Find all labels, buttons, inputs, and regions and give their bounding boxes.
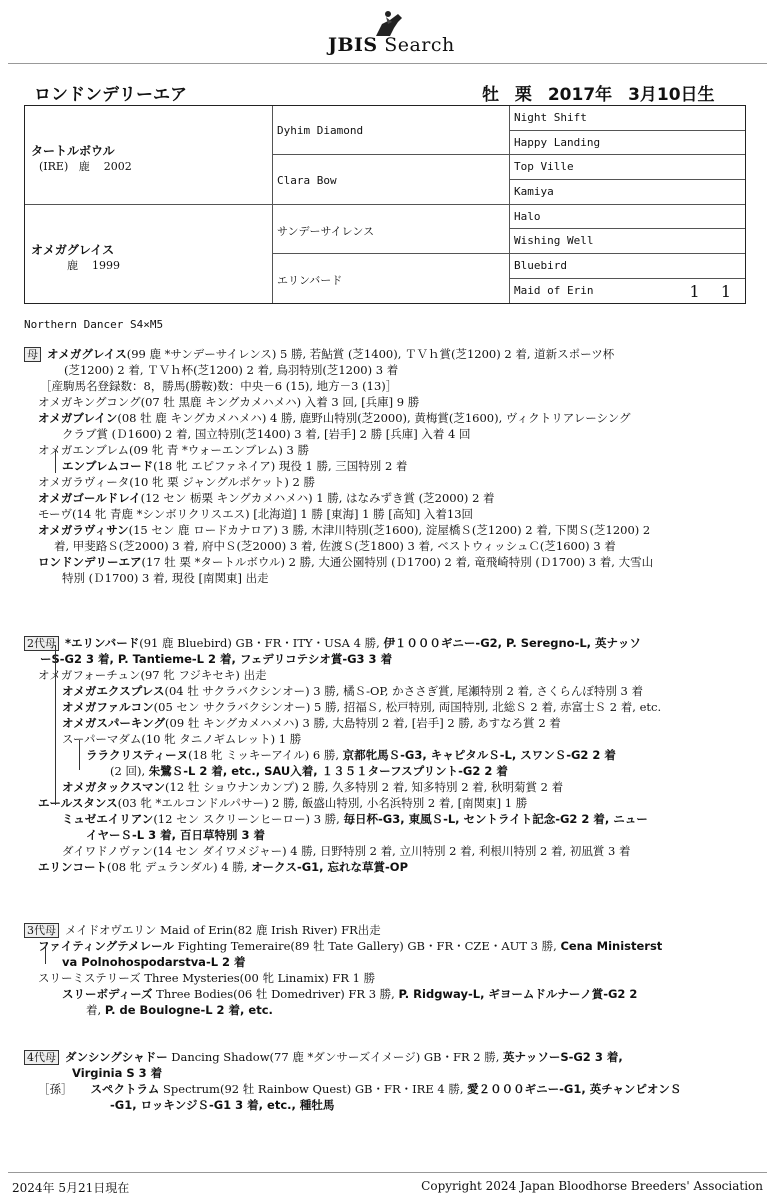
record-text: モーヴ(14 牝 青鹿 *シンボリクリスエス) [北海道] 1 勝 [東海] 1 勝 [高知] 入着13回: [38, 507, 474, 521]
generation-tag: 2代母: [24, 636, 59, 651]
dam-info: 鹿 1999: [39, 259, 120, 272]
pedigree-line: [62, 811, 648, 827]
stakes-record: va Polnohospodarstva-L 2 着: [62, 955, 246, 969]
sire-info: (IRE) 鹿 2002: [39, 160, 132, 173]
record-text: (99 鹿 *サンデーサイレンス) 5 勝, 若鮎賞 (芝1400), ＴＶｈ賞(芝1200) 2 着, 道新スポーツ杯: [126, 347, 615, 361]
pedigree-line: [62, 954, 246, 970]
record-text: (18 牝 エピファネイア) 現役 1 勝, 三国特別 2 着: [153, 459, 408, 473]
pedigree-gen2-cell: [273, 106, 510, 155]
pedigree-line: [38, 490, 495, 506]
pedigree-line: [62, 426, 471, 442]
record-text: オメガラヴィータ(10 牝 栗 ジャングルポケット) 2 勝: [38, 475, 316, 489]
stakes-record: 毎日杯-G3, 東風Ｓ-L, セントライト記念-G2 2 着, ニュー: [343, 812, 648, 826]
pedigree-line: [86, 747, 616, 763]
stakes-record: Virginia S 3 着: [72, 1066, 163, 1080]
pedigree-line: [62, 570, 269, 586]
horse-link[interactable]: エリンコート: [38, 860, 107, 874]
stakes-record: Cena Ministerst: [560, 939, 663, 953]
pedigree-gen3-cell: [510, 155, 745, 180]
as-of-date: 2024年 5月21日現在: [12, 1181, 130, 1195]
pedigree-line: [38, 859, 408, 875]
gen3-name[interactable]: Top Ville: [514, 160, 574, 173]
gen3-name[interactable]: Bluebird: [514, 259, 567, 272]
stakes-record: 伊１０００ギニー-G2, P. Seregno-L, 英ナッソ: [383, 636, 641, 650]
family-bar: [45, 946, 46, 964]
pedigree-line: [110, 763, 508, 779]
pedigree-line: [38, 522, 650, 538]
horse-link[interactable]: オメガエクスプレス: [62, 684, 165, 698]
pedigree-gen3-cell: [510, 229, 745, 254]
horse-link[interactable]: スペクトラム: [90, 1082, 160, 1096]
record-text: (芝1200) 2 着, ＴＶｈ杯(芝1200) 2 着, 鳥羽特別(芝1200) 3 着: [64, 363, 399, 377]
pedigree-gen2-cell: [273, 254, 510, 303]
record-text: クラブ賞 (Ｄ1600) 2 着, 国立特別(芝1400) 3 着, [岩手] 2 勝 [兵庫] 入着 4 回: [62, 427, 471, 441]
record-text: オメガエンブレム(09 牝 青 *ウォーエンブレム) 3 勝: [38, 443, 310, 457]
record-text: スーパーマダム(10 牝 タニノギムレット) 1 勝: [62, 732, 302, 746]
pedigree-line: [38, 938, 662, 954]
record-text: (03 牝 *エルコンドルパサー) 2 勝, 飯盛山特別, 小名浜特別 2 着, [南関東] 1 勝: [117, 796, 528, 810]
pedigree-line: [86, 827, 265, 843]
stakes-record: P. Ridgway-L, ギヨームドルナーノ賞-G2 2: [398, 987, 638, 1001]
gen3-name[interactable]: Happy Landing: [514, 136, 601, 149]
pedigree-line: [72, 1065, 162, 1081]
stakes-record: P. de Boulogne-L 2 着, etc.: [104, 1003, 273, 1017]
record-text: ［産駒馬名登録数：8，勝馬(勝鞍)数：中央－6 (15), 地方－3 (13)］: [40, 379, 398, 393]
stakes-record: 朱鷺Ｓ-L 2 着, etc., SAU入着, １３５１ターフスプリント-G2 2 着: [148, 764, 508, 778]
record-text: 特別 (Ｄ1700) 3 着, 現役 [南関東] 出走: [62, 571, 269, 585]
header-rule: [8, 63, 767, 64]
horse-link[interactable]: ミュゼエイリアン: [62, 812, 154, 826]
pedigree-line: [62, 715, 561, 731]
record-text: (12 セン スクリーンヒーロー) 3 勝,: [153, 812, 344, 826]
pedigree-line: [38, 1081, 681, 1097]
pedigree-line: [24, 635, 641, 651]
gen2-name[interactable]: Dyhim Diamond: [277, 124, 364, 137]
stakes-record: イヤーＳ-L 3 着, 百日草特別 3 着: [86, 828, 265, 842]
pedigree-line: [24, 346, 614, 362]
gen3-name[interactable]: Maid of Erin: [514, 284, 594, 297]
horse-link[interactable]: オメガブレイン: [38, 411, 118, 425]
pedigree-line: [40, 651, 392, 667]
pedigree-gen3-cell: [510, 106, 745, 131]
record-text: (08 牡 鹿 キングカメハメハ) 4 勝, 鹿野山特別(芝2000), 黄梅賞(芝1600), ヴィクトリアレーシング: [117, 411, 631, 425]
horse-link[interactable]: ファイティングテメレール: [38, 939, 174, 953]
generation-tag: 3代母: [24, 923, 59, 938]
pedigree-line: [38, 795, 527, 811]
record-text: 着,: [86, 1003, 105, 1017]
record-text: (04 牡 サクラバクシンオー) 3 勝, 橘Ｓ-OP, かささぎ賞, 尾瀬特別 2 着, さくらんぼ特別 3 着: [164, 684, 643, 698]
horse-link[interactable]: オメガスパーキング: [62, 716, 166, 730]
record-text: (91 鹿 Bluebird) GB・FR・ITY・USA 4 勝,: [139, 636, 384, 650]
pedigree-gen3-cell: [510, 180, 745, 205]
record-text: (08 牝 デュランダル) 4 勝,: [107, 860, 252, 874]
gen2-name[interactable]: サンデーサイレンス: [277, 225, 375, 238]
horse-link[interactable]: エールスタンス: [38, 796, 118, 810]
logo-text: JBIS Search: [328, 34, 455, 56]
pedigree-line: [38, 442, 309, 458]
pedigree-gen2-cell: [273, 155, 510, 205]
pedigree-gen3-cell: [510, 254, 745, 279]
horse-link[interactable]: オメガゴールドレイ: [38, 491, 141, 505]
pedigree-dam-cell: [25, 205, 273, 303]
stakes-record: オークス-G1, 忘れな草賞-OP: [251, 860, 409, 874]
generation-tag: 4代母: [24, 1050, 59, 1065]
record-text: Fighting Temeraire(89 牡 Tate Gallery) GB・FR・CZE・AUT 3 勝,: [173, 939, 561, 953]
pedigree-line: [64, 362, 398, 378]
generation-tag: 母: [24, 347, 41, 362]
horse-link[interactable]: オメガラヴィサン: [38, 523, 129, 537]
pedigree-table: [24, 105, 746, 304]
record-text: (18 牝 ミッキーアイル) 6 勝,: [188, 748, 343, 762]
pedigree-line: [62, 683, 643, 699]
pedigree-line: [24, 922, 381, 938]
horse-link[interactable]: ロンドンデリーエア: [38, 555, 142, 569]
footer-rule: [8, 1172, 767, 1173]
horse-link[interactable]: オメガタックスマン: [62, 780, 166, 794]
pedigree-line: [62, 779, 563, 795]
record-text: Three Bodies(06 牡 Domedriver) FR 3 勝,: [152, 987, 399, 1001]
horse-link[interactable]: ダンシングシャドー: [65, 1050, 168, 1064]
horse-link[interactable]: スリーボディーズ: [62, 987, 153, 1001]
record-text: 着, 甲斐路Ｓ(芝2000) 3 着, 府中Ｓ(芝2000) 3 着, 佐渡Ｓ(芝1800) 3 着, ベストウィッシュＣ(芝1600) 3 着: [54, 539, 616, 553]
horse-info: 牡 栗 2017年 3月10日生: [482, 85, 715, 105]
pedigree-line: [38, 667, 267, 683]
record-text: (15 セン 鹿 ロードカナロア) 3 勝, 木津川特別(芝1600), 淀屋橋Ｓ(芝1200) 2 着, 下関Ｓ(芝1200) 2: [128, 523, 651, 537]
gen2-name[interactable]: Clara Bow: [277, 174, 337, 187]
inbreed-marker: 1 1: [689, 282, 739, 301]
stakes-record: ーS-G2 3 着, P. Tantieme-L 2 着, フェデリコテシオ賞-G3 3 着: [40, 652, 393, 666]
horse-link[interactable]: オメガファルコン: [62, 700, 154, 714]
pedigree-line: [40, 378, 397, 394]
horse-name: ロンドンデリーエア: [34, 85, 187, 105]
horse-link[interactable]: エンブレムコード: [62, 459, 154, 473]
sire-name[interactable]: タートルボウル: [31, 144, 115, 158]
record-text: (09 牡 キングカメハメハ) 3 勝, 大島特別 2 着, [岩手] 2 勝, あすなろ賞 2 着: [165, 716, 561, 730]
record-text: (12 牡 ショウナンカンプ) 2 勝, 久多特別 2 着, 知多特別 2 着, 秋明菊賞 2 着: [165, 780, 564, 794]
pedigree-line: [110, 1097, 334, 1113]
record-text: オメガキングコング(07 牡 黒鹿 キングカメハメハ) 入着 3 回, [兵庫] 9 勝: [38, 395, 420, 409]
gen3-name[interactable]: Night Shift: [514, 111, 587, 124]
record-text: Spectrum(92 牡 Rainbow Quest) GB・FR・IRE 4 勝,: [159, 1082, 468, 1096]
horse-link[interactable]: *エリンバード: [65, 636, 140, 650]
stakes-record: 京都牝馬Ｓ-G3, キャピタルＳ-L, スワンＳ-G2 2 着: [342, 748, 616, 762]
record-text: Dancing Shadow(77 鹿 *ダンサーズイメージ) GB・FR 2 勝,: [167, 1050, 504, 1064]
family-bar: [55, 645, 56, 805]
pedigree-line: [24, 1049, 623, 1065]
pedigree-line: [38, 506, 473, 522]
record-text: (17 牡 栗 *タートルボウル) 2 勝, 大通公園特別 (Ｄ1700) 2 着, 竜飛崎特別 (Ｄ1700) 3 着, 大雪山: [141, 555, 654, 569]
record-text: メイドオヴエリン Maid of Erin(82 鹿 Irish River) FR出走: [65, 923, 381, 937]
family-bar: [79, 740, 80, 770]
pedigree-line: [62, 458, 407, 474]
stakes-record: 英ナッソーS-G2 3 着,: [503, 1050, 623, 1064]
record-text: (05 セン サクラバクシンオー) 5 勝, 招福Ｓ, 松戸特別, 両国特別, 北総Ｓ 2 着, 赤富士Ｓ 2 着, etc.: [153, 700, 662, 714]
inbreeding-cross: Northern Dancer S4×M5: [24, 318, 164, 331]
pedigree-gen3-cell: [510, 131, 745, 155]
gen3-name[interactable]: Halo: [514, 210, 541, 223]
jbis-logo[interactable]: [328, 8, 468, 56]
horse-link[interactable]: オメガグレイス: [47, 347, 127, 361]
stakes-record: -G1, ロッキンジＳ-G1 3 着, etc., 種牡馬: [110, 1098, 335, 1112]
record-text: (2 回),: [110, 764, 149, 778]
dam-name[interactable]: オメガグレイス: [31, 243, 115, 257]
family-bar: [55, 451, 56, 473]
record-text: (12 セン 栃栗 キングカメハメハ) 1 勝, はなみずき賞 (芝2000) 2 着: [140, 491, 495, 505]
pedigree-line: [62, 986, 637, 1002]
pedigree-gen3-cell: [510, 279, 745, 303]
pedigree-line: [62, 699, 661, 715]
pedigree-line: [38, 554, 653, 570]
pedigree-line: [38, 394, 419, 410]
gen3-name[interactable]: Wishing Well: [514, 234, 594, 247]
pedigree-line: [86, 1002, 273, 1018]
pedigree-line: [38, 474, 315, 490]
record-text: スリーミステリーズ Three Mysteries(00 牝 Linamix) FR 1 勝: [38, 971, 376, 985]
record-text: オメガフォーチュン(97 牝 フジキセキ) 出走: [38, 668, 267, 682]
horse-link[interactable]: ララクリスティーヌ: [86, 748, 189, 762]
pedigree-gen3-cell: [510, 205, 745, 229]
stakes-record: 愛２０００ギニー-G1, 英チャンピオンＳ: [467, 1082, 682, 1096]
pedigree-sire-cell: [25, 106, 273, 205]
grandchild-label: ［孫］: [38, 1082, 73, 1096]
pedigree-line: [38, 970, 375, 986]
pedigree-line: [38, 410, 631, 426]
copyright: Copyright 2024 Japan Bloodhorse Breeders' Association: [421, 1179, 763, 1193]
gen2-name[interactable]: エリンバード: [277, 274, 343, 287]
record-text: ダイワドノヴァン(14 セン ダイワメジャー) 4 勝, 日野特別 2 着, 立川特別 2 着, 利根川特別 2 着, 初凪賞 3 着: [62, 844, 631, 858]
pedigree-line: [62, 731, 301, 747]
gen3-name[interactable]: Kamiya: [514, 185, 554, 198]
pedigree-gen2-cell: [273, 205, 510, 254]
pedigree-line: [62, 843, 630, 859]
pedigree-line: [54, 538, 616, 554]
